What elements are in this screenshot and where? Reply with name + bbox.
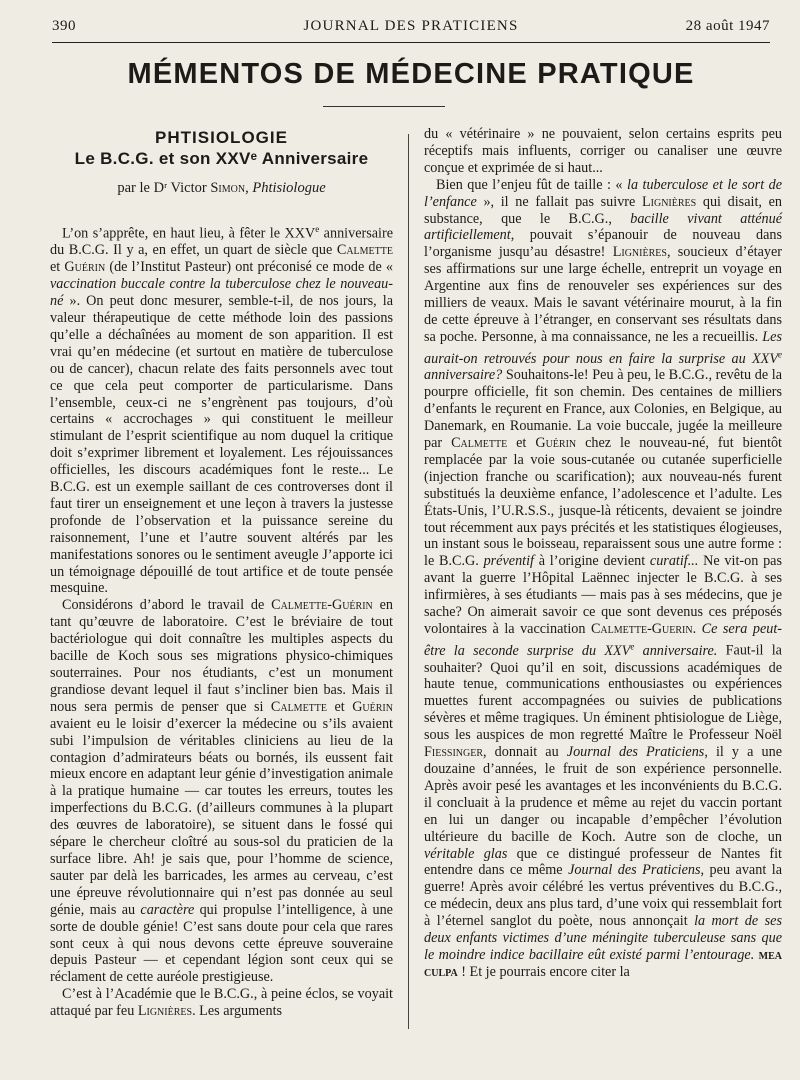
byline-suffix: ,	[245, 179, 253, 196]
page-number: 390	[52, 18, 76, 34]
left-column	[50, 126, 393, 1020]
article-title: Le B.C.G. et son XXVᵉ Anniversaire	[74, 148, 369, 168]
header-rule	[52, 42, 770, 43]
column-divider	[408, 134, 409, 1029]
byline	[50, 180, 393, 197]
byline-role: Phtisiologue	[252, 179, 326, 196]
right-column	[424, 126, 782, 981]
running-header	[52, 18, 770, 38]
section-heading: PHTISIOLOGIE	[155, 128, 288, 147]
left-column-body: L’on s’apprête, en haut lieu, à fêter le XXVe anniversaire du B.C.G. Il y a, en effet, un quart de siècle que Calmette et Guérin (de l’Institut Pasteur) ont préconisé ce mode de « vaccination buccale contre la tuberculose chez le nouveau-né ». On peut donc mesurer, semble-t-il, de nos jours, la valeur thérapeutique de cette méthode loin des passions qu’elle a déchaînées au moment de son apparition. Il est vrai qu’en médecine (et surtout en matière de tuberculose ou de cancer), chacun relate des faits personnels avec tout ce que cela peut comporter de particularisme. Dans l’ensemble, ceux-ci ne s’engrènent pas toujours, d’où certains « accrochages » qui constituent le meilleur stimulant de l’esprit scientifique au nom duquel la critique doit s’exprimer librement et loyalement. Les réjouissances officielles, les discours académiques font le reste... Le B.C.G. est un exemple saillant de ces controverses dont il faut tirer un enseignement et une leçon à travers la justesse profonde de l’observation et la puissance sereine du raisonnement, l’une et l’autre souvent altérés par les manifestations sonores ou le sentiment aveugle J’apporte ici un témoignage dépouillé de tout artifice et de toute pensée mesquine. Considérons d’abord le travail de Calmette-Guérin en tant qu’œuvre de laboratoire. C’est le bréviaire de tout bactériologue qui doit connaître les multiples aspects du bacille de Koch sous ses migrations physico-chimiques souterraines. Pour nos étudiants, c’est un monument grandiose devant lequel il faut s’incliner bien bas. Mais il nous sera permis de penser que si Calmette et Guérin avaient eu le loisir d’exercer la médecine ou s’ils avaient subi l’impulsion de véritables cliniciens au lieu de la contagion d’admirateurs béats ou bornés, ils eussent fait mieux encore en adaptant leur génie d’investigation animale à la pratique humaine — car toutes les erreurs, toutes les imperfections du B.C.G. (d’ailleurs communes à la plupart des œuvres de laboratoire), se situent dans le fossé qui sépare le chercheur cloîtré au sous-sol du praticien de la surface libre. Ah! je sais que, pour l’homme de science, sauter par delà les barricades, les armes au cerveau, c’est une épreuve révolutionnaire qui n’est pas donnée au seul génie, mais au caractère qui propulse l’intelligence, à une sorte de double génie! C’est sans doute pour cela que rares sont ceux à qui nous devons cette épreuve souveraine depuis Pasteur — et cependant légion sont ceux qui se réclament de cette auréole prestigieuse. C’est à l’Académie que le B.C.G., à peine éclos, se voyait attaqué par feu Lignières. Les arguments	[50, 223, 394, 1020]
byline-author: Simon	[210, 179, 246, 196]
right-column-body: du « vétérinaire » ne pouvaient, selon certains esprits peu réceptifs mais influents, corriger ou canaliser une œuvre conçue et exprimée de si haut... Bien que l’enjeu fût de taille : « la tuberculose et le sort de l’enfance », il ne fallait pas suivre Lignières qui disait, en substance, que le B.C.G., bacille vivant atténué artificiellement, pouvait s’épanouir de nouveau dans l’organisme jusqu’au désastre! Lignières, soucieux d’étayer ses affirmations sur une large échelle, entreprit un voyage en Argentine aux fins de renouveler ses expériences sur des milliers de veaux. Mais le savant vétérinaire mourut, à la fin de cette épreuve à l’étranger, en conservant ses résultats dans sa poche. Personne, à ma connaissance, ne les a recueillis. Les aurait-on retrouvés pour nous en faire la surprise au XXVe anniversaire? Souhaitons-le! Peu à peu, le B.C.G., revêtu de la pourpre officielle, fit son chemin. Des centaines de milliers d’enfants le reçurent en France, aux Colonies, en Belgique, au Danemark, en Roumanie. La voie buccale, jugée la meilleure par Calmette et Guérin chez le nouveau-né, fut bientôt remplacée par la voie sous-cutanée ou cutanée superficielle (injection franche ou scarification); aux nouveau-nés furent substitués la deuxième enfance, l’adolescence et l’adulte. Les États-Unis, l’U.R.S.S., jusque-là réticents, devaient se joindre tout récemment aux pays précités et les statistiques élogieuses, un instant sous le boisseau, reparaissent sous une autre forme : le B.C.G. préventif à l’origine devient curatif... Ne vit-on pas avant la guerre l’Hôpital Laënnec injecter le B.C.G. à ses infirmières, à ses étudiants — mais pas à ses médecins, que je sache? On aimerait savoir ce que sont devenus ces préposés volontaires à la vaccination Calmette-Guerin. Ce sera peut-être la seconde surprise du XXVe anniversaire. Faut-il la souhaiter? Quoi qu’il en soit, discussions académiques de haute tenue, communications enthousiastes ou expériences muettes furent accompagnées ou suivies de publications sévères et même tragiques. Un éminent phtisiologue de Liège, sous les auspices de mon regretté Maître le Professeur Noël Fiessinger, donnait au Journal des Praticiens, il y a une douzaine d’années, le fruit de son expérience personnelle. Après avoir pesé les avantages et les inconvénients du B.C.G. il concluait à la prudence et même au rejet du vaccin portant en lui un danger ou incapable d’empêcher l’évolution ultérieure du bacille de Koch. Autre son de cloche, un véritable glas que ce distingué professeur de Nantes fit entendre dans ce même Journal des Praticiens, peu avant la guerre! Après avoir célébré les vertus préventives du B.C.G., ce médecin, deux ans plus tard, d’une voix qui ressemblait fort à l’éternel sanglot du poète, nous annonçait la mort de ses deux enfants victimes d’une méningite tuberculeuse sans que le moindre indice bacillaire eût existé parmi l’entourage. mea culpa ! Et je pourrais encore citer la	[424, 126, 783, 980]
issue-date: 28 août 1947	[685, 18, 770, 34]
byline-prefix: par le Dʳ Victor	[117, 179, 211, 196]
journal-name: JOURNAL DES PRATICIENS	[303, 18, 519, 34]
title-underline	[323, 106, 445, 107]
page-title: MÉMENTOS DE MÉDECINE PRATIQUE	[127, 58, 695, 90]
